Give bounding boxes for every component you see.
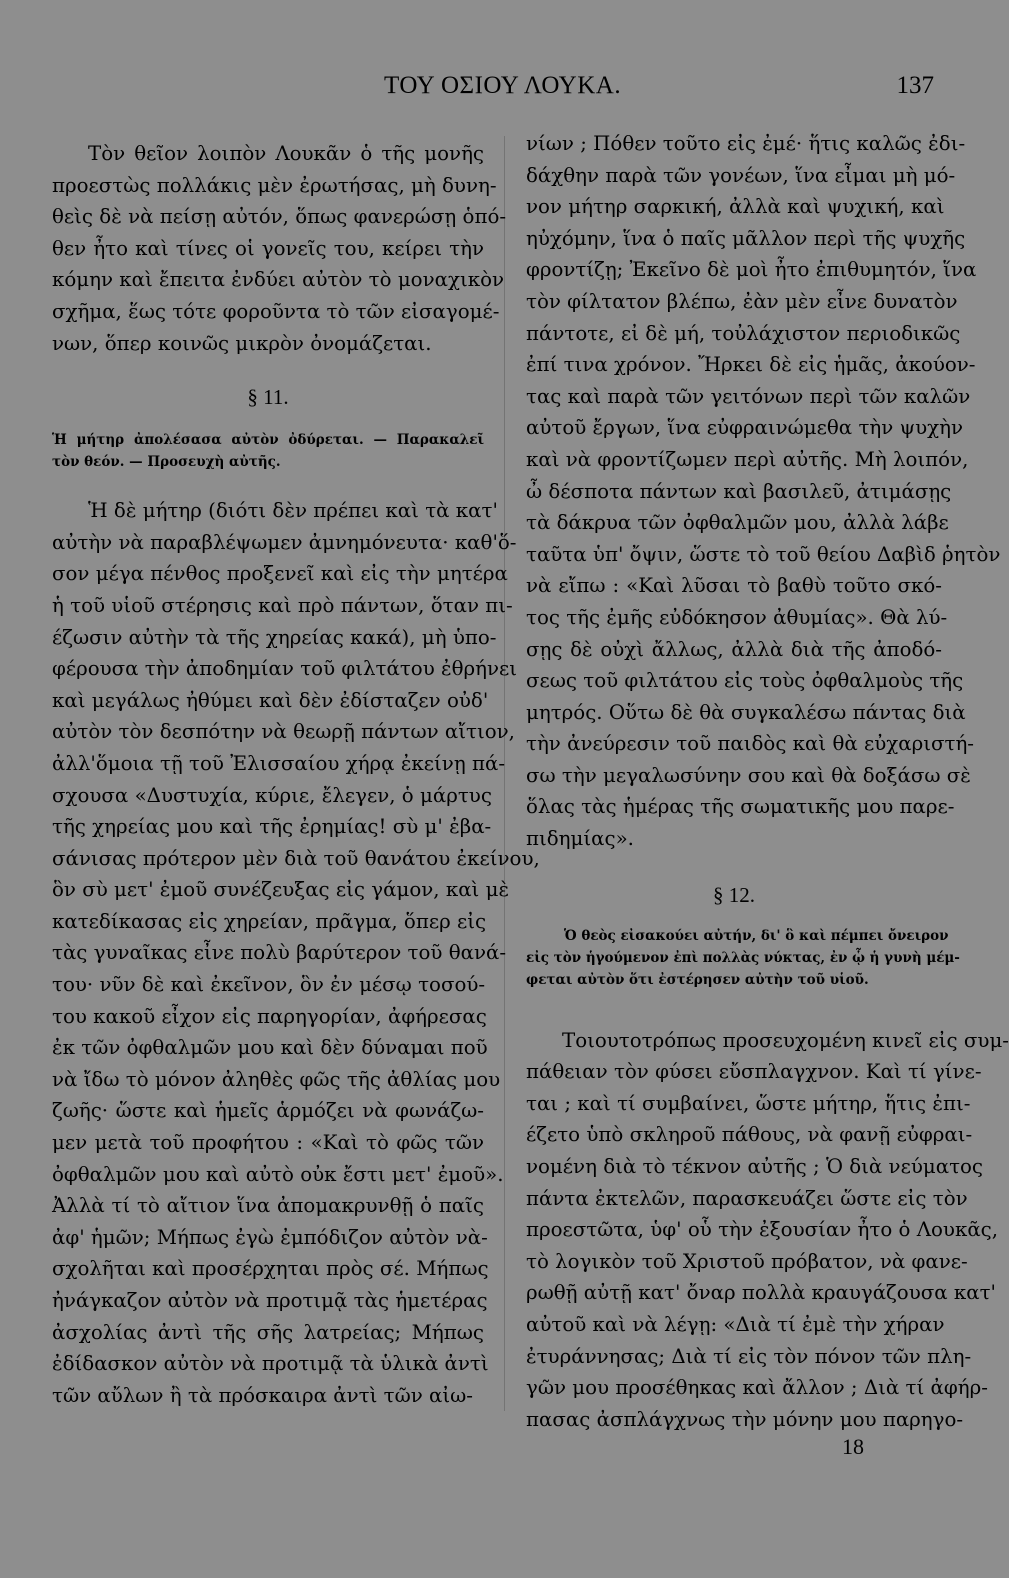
text-line: πάθειαν τὸν φύσει εὔσπλαγχνον. Καὶ τί γίνε-	[526, 1060, 982, 1084]
summary-line: Ἡ μήτηρ ἀπολέσασα αὐτὸν ὀδύρεται. — Παρακαλεῖ	[52, 432, 484, 449]
text-line: ἐτυράννησας; Διὰ τί εἰς τὸν πόνον τῶν πλη-	[526, 1344, 972, 1368]
text-line: τὰ δάκρυα τῶν ὀφθαλμῶν μου, ἀλλὰ λάβε	[526, 511, 949, 535]
text-line: πάντα ἐκτελῶν, παρασκευάζει ὥστε εἰς τὸν	[526, 1186, 968, 1210]
section-summary-11	[52, 429, 484, 473]
text-line: ται ; καὶ τί συμβαίνει, ὥστε μήτηρ, ἥτις ἐπι-	[526, 1091, 971, 1115]
running-title: ΤΟΥ ΟΣΙΟΥ ΛΟΥΚΑ.	[384, 72, 622, 99]
text-line: τας καὶ παρὰ τῶν γειτόνων περὶ τῶν καλῶν	[526, 384, 971, 408]
text-line: Ἀλλὰ τί τὸ αἴτιον ἵνα ἀπομακρυνθῇ ὁ παῖς	[52, 1194, 484, 1218]
left-paragraph-1	[52, 138, 507, 359]
text-line: ἐπί τινα χρόνον. Ἤρκει δὲ εἰς ἡμᾶς, ἀκούον-	[526, 353, 976, 377]
text-line: τὸ λογικὸν τοῦ Χριστοῦ πρόβατον, νὰ φανε-	[526, 1249, 968, 1273]
text-line: καὶ μεγάλως ἠθύμει καὶ δὲν ἐδίσταζεν οὐδ'	[52, 688, 489, 712]
text-line: ηὐχόμην, ἵνα ὁ παῖς μᾶλλον περὶ τῆς ψυχῆς	[526, 226, 966, 250]
text-line: φέρουσα τὴν ἀποδημίαν τοῦ φιλτάτου ἐθρήνει	[52, 657, 518, 681]
text-line: ὦ δέσποτα πάντων καὶ βασιλεῦ, ἀτιμάσῃς	[526, 479, 952, 503]
left-column	[52, 138, 540, 1411]
text-line: ὀφθαλμῶν μου καὶ αὐτὸ οὐκ ἔστι μετ' ἐμοῦ».	[52, 1162, 504, 1186]
text-line: ζωῆς· ὥστε καὶ ἡμεῖς ἁρμόζει νὰ φωνάζω-	[52, 1099, 484, 1123]
text-line: καὶ νὰ φροντίζωμεν περὶ αὐτῆς. Μὴ λοιπόν,	[526, 447, 969, 471]
text-line: σῃς δὲ οὐχὶ ἄλλως, ἀλλὰ διὰ τῆς ἀποδό-	[526, 637, 942, 661]
text-line: ὃν σὺ μετ' ἐμοῦ συνέζευξας εἰς γάμον, καὶ μὲ	[52, 878, 510, 902]
signature-mark: 18	[842, 1434, 864, 1459]
text-line: τῶν αὔλων ἢ τὰ πρόσκαιρα ἀντὶ τῶν αἰω-	[52, 1383, 473, 1407]
right-column	[526, 128, 1009, 1435]
text-line: ρωθῇ αὐτῇ κατ' ὄναρ πολλὰ κραυγάζουσα κατ'	[526, 1281, 996, 1305]
text-line: κατεδίκασας εἰς χηρείαν, πρᾶγμα, ὅπερ εἰς	[52, 909, 487, 933]
text-line: τὰς γυναῖκας εἶνε πολὺ βαρύτερον τοῦ θανά-	[52, 941, 507, 965]
text-line: αὐτὸν τὸν δεσπότην νὰ θεωρῇ πάντων αἴτιον,	[52, 720, 515, 744]
text-line: τὴν ἀνεύρεσιν τοῦ παιδὸς καὶ θὰ εὐχαριστή-	[526, 732, 974, 756]
text-line: του· νῦν δὲ καὶ ἐκεῖνον, ὃν ἐν μέσῳ τοσού-	[52, 973, 486, 997]
page-number: 137	[896, 72, 934, 99]
text-line: ἐδίδασκον αὐτὸν νὰ προτιμᾷ τὰ ὑλικὰ ἀντὶ	[52, 1352, 489, 1376]
text-line: φροντίζῃ; Ἐκεῖνο δὲ μοὶ ἦτο ἐπιθυμητόν, ἵνα	[526, 258, 977, 282]
text-line: σχολῆται καὶ προσέρχηται πρὸς σέ. Μήπως	[52, 1257, 489, 1281]
summary-line: εἰς τὸν ἡγούμενον ἐπὶ πολλὰς νύκτας, ἐν ᾧ ἡ γυνὴ μέμ-	[526, 949, 960, 966]
text-line: σχῆμα, ἕως τότε φοροῦντα τὸ τῶν εἰσαγομέ-	[52, 299, 500, 323]
page-header	[0, 72, 1000, 108]
text-line: σχουσα «Δυστυχία, κύριε, ἔλεγεν, ὁ μάρτυς	[52, 783, 492, 807]
text-line: ἀφ' ἡμῶν; Μήπως ἐγὼ ἐμπόδιζον αὐτὸν νὰ-	[52, 1225, 488, 1249]
text-line: τῆς χηρείας μου καὶ τῆς ἐρημίας! σὺ μ' ἐβα-	[52, 815, 492, 839]
right-paragraph-2	[526, 1025, 1009, 1436]
text-line: αὐτοῦ ἔργων, ἵνα εὐφραινώμεθα τὴν ψυχὴν	[526, 416, 963, 440]
text-line: νὰ ἴδω τὸ μόνον ἀληθὲς φῶς τῆς ἀθλίας μου	[52, 1067, 501, 1091]
section-heading-12: § 12.	[713, 882, 755, 907]
text-line: δάχθην παρὰ τῶν γονέων, ἵνα εἶμαι μὴ μό-	[526, 163, 956, 187]
text-line: προεστῶτα, ὑφ' οὗ τὴν ἐξουσίαν ἦτο ὁ Λουκᾶς,	[526, 1218, 999, 1242]
text-line: νον μήτηρ σαρκική, ἀλλὰ καὶ ψυχική, καὶ	[526, 195, 945, 219]
text-line: μεν μετὰ τοῦ προφήτου : «Καὶ τὸ φῶς τῶν	[52, 1131, 484, 1155]
section-heading-11: § 11.	[247, 385, 289, 410]
text-line: νίων ; Πόθεν τοῦτο εἰς ἐμέ· ἥτις καλῶς ἐδι-	[526, 132, 966, 155]
text-line: θεὶς δὲ νὰ πείσῃ αὐτόν, ὅπως φανερώσῃ ὁπό-	[52, 205, 507, 229]
summary-line: Ὁ θεὸς εἰσακούει αὐτήν, δι' ὃ καὶ πέμπει ὄνειρον	[564, 927, 949, 944]
text-line: μητρός. Οὕτω δὲ θὰ συγκαλέσω πάντας διὰ	[526, 700, 966, 724]
text-line: τος τῆς ἐμῆς εὐδόκησον ἀθυμίας». Θὰ λύ-	[526, 605, 948, 629]
text-line: ἠνάγκαζον αὐτὸν νὰ προτιμᾷ τὰς ἡμετέρας	[52, 1289, 488, 1312]
text-line: θεν ἦτο καὶ τίνες οἱ γονεῖς του, κείρει τὴν	[52, 236, 484, 260]
text-line: σω τὴν μεγαλωσύνην σου καὶ θὰ δοξάσω σὲ	[526, 763, 971, 787]
text-line: σάνισας πρότερον μὲν διὰ τοῦ θανάτου ἐκείνου,	[52, 846, 540, 870]
text-line: ἀλλ'ὅμοια τῇ τοῦ Ἐλισσαίου χήρᾳ ἐκείνῃ πά-	[52, 751, 506, 775]
text-line: νομένη διὰ τὸ τέκνον αὐτῆς ; Ὁ διὰ νεύματος	[526, 1155, 983, 1179]
text-line: πιδημίας».	[526, 827, 634, 851]
text-line: νὰ εἴπω : «Καὶ λῦσαι τὸ βαθὺ τοῦτο σκό-	[526, 574, 942, 598]
text-line: πάντοτε, εἰ δὲ μή, τοὐλάχιστον περιοδικῶς	[526, 321, 961, 345]
text-line: Ἡ δὲ μήτηρ (διότι δὲν πρέπει καὶ τὰ κατ'	[88, 499, 498, 523]
left-paragraph-2	[52, 495, 540, 1411]
text-line: σεως τοῦ φιλτάτου εἰς τοὺς ὀφθαλμοὺς τῆς	[526, 669, 964, 693]
text-line: γῶν μου προσέθηκας καὶ ἄλλον ; Διὰ τί ἀφήρ-	[526, 1376, 988, 1400]
right-paragraph-1	[526, 128, 1001, 855]
text-line: προεστὼς πολλάκις μὲν ἐρωτήσας, μὴ δυνη-	[52, 173, 497, 197]
text-line: έζωσιν αὐτὴν τὰ τῆς χηρείας κακά), μὴ ὑπο-	[52, 625, 497, 649]
text-line: Τὸν θεῖον λοιπὸν Λουκᾶν ὁ τῆς μονῆς	[88, 142, 484, 165]
text-line: νων, ὅπερ κοινῶς μικρὸν ὀνομάζεται.	[52, 331, 432, 355]
text-line: ἡ τοῦ υἱοῦ στέρησις καὶ πρὸ πάντων, ὅταν πι-	[52, 593, 513, 617]
text-line: του κακοῦ εἶχον εἰς παρηγορίαν, ἀφήρεσας	[52, 1004, 487, 1028]
text-line: Τοιουτοτρόπως προσευχομένη κινεῖ εἰς συμ-	[562, 1028, 1009, 1052]
text-line: αὐτοῦ καὶ νὰ λέγῃ: «Διὰ τί ἐμὲ τὴν χήραν	[526, 1313, 945, 1336]
summary-line: φεται αὐτὸν ὅτι ἐστέρησεν αὐτὴν τοῦ υἱοῦ.	[526, 971, 869, 988]
summary-line: τὸν θεόν. — Προσευχὴ αὐτῆς.	[52, 454, 281, 471]
text-line: ἀσχολίας ἀντὶ τῆς σῆς λατρείας; Μήπως	[52, 1320, 484, 1344]
text-line: αὐτὴν νὰ παραβλέψωμεν ἀμνημόνευτα· καθ'ὅ-	[52, 530, 517, 554]
text-line: ὅλας τὰς ἡμέρας τῆς σωματικῆς μου παρε-	[526, 795, 955, 819]
text-line: κόμην καὶ ἔπειτα ἐνδύει αὐτὸν τὸ μοναχικὸν	[52, 268, 505, 292]
text-line: ταῦτα ὑπ' ὄψιν, ὥστε τὸ τοῦ θείου Δαβὶδ ῥητὸν	[526, 542, 1001, 566]
text-line: έζετο ὑπὸ σκληροῦ πάθους, νὰ φανῇ εὐφραι-	[526, 1123, 973, 1147]
text-line: τὸν φίλτατον βλέπω, ἐὰν μὲν εἶνε δυνατὸν	[526, 289, 958, 313]
text-line: σον μέγα πένθος προξενεῖ καὶ εἰς τὴν μητέρα	[52, 562, 508, 586]
text-line: πασας ἀσπλάγχνως τὴν μόνην μου παρηγο-	[526, 1407, 964, 1431]
text-line: ἐκ τῶν ὀφθαλμῶν μου καὶ δὲν δύναμαι ποῦ	[52, 1036, 488, 1060]
section-summary-12	[526, 925, 960, 991]
